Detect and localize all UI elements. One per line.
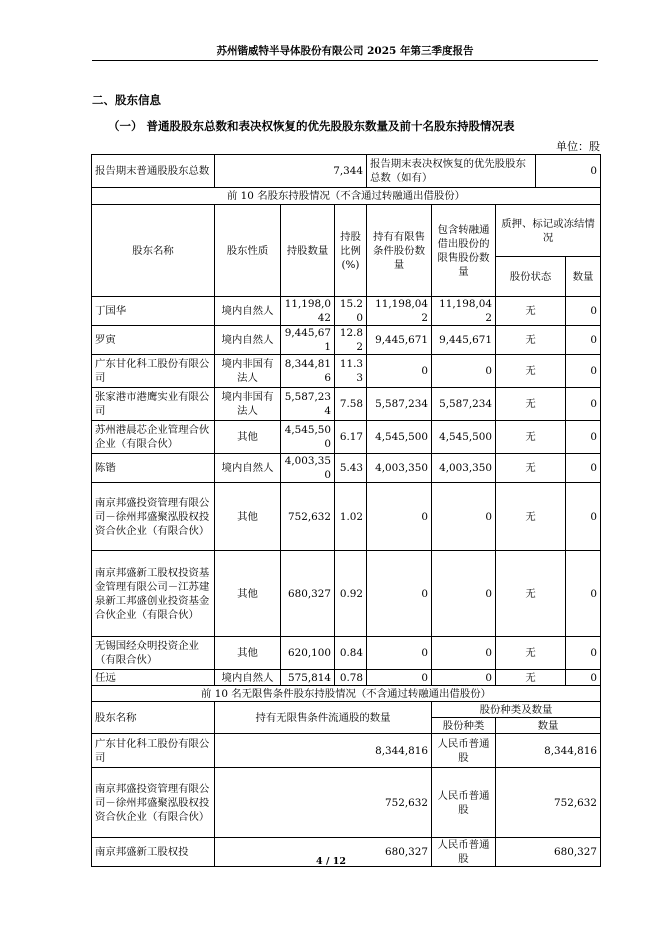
table-row [92,326,601,355]
pledge-qty: 0 [566,388,601,421]
shareholder-name: 南京邦盛投资管理有限公司－徐州邦盛聚泓股权投资合伙企业（有限合伙） [92,483,215,551]
share-ratio: 5.43 [335,454,367,483]
share-ratio: 0.78 [335,670,367,686]
share-count: 752,632 [281,483,335,551]
lent-restricted-shares: 4,545,500 [432,421,496,454]
common-shareholders-label: 报告期末普通股股东总数 [92,155,215,188]
pledge-status: 无 [496,355,566,388]
preferred-shareholders-label: 报告期末表决权恢复的优先股股东总数（如有） [367,155,536,188]
share-count: 5,587,234 [281,388,335,421]
shareholder-name: 丁国华 [92,297,215,326]
share-count: 680,327 [281,551,335,637]
lent-restricted-shares: 0 [432,551,496,637]
pledge-qty: 0 [566,454,601,483]
share-count: 4,003,350 [281,454,335,483]
shareholder-nature: 境内非国有法人 [215,355,281,388]
unrestricted-name: 南京邦盛投资管理有限公司－徐州邦盛聚泓股权投资合伙企业（有限合伙） [92,768,215,838]
share-ratio: 12.82 [335,326,367,355]
restricted-shares: 0 [367,637,432,670]
lent-restricted-shares: 9,445,671 [432,326,496,355]
pledge-status: 无 [496,326,566,355]
section-row [92,188,601,205]
pledge-qty: 0 [566,326,601,355]
lent-restricted-shares: 4,003,350 [432,454,496,483]
subsection-title: （一） 普通股股东总数和表决权恢复的优先股股东数量及前十名股东持股情况表 [108,119,515,133]
restricted-shares: 9,445,671 [367,326,432,355]
restricted-shares: 0 [367,483,432,551]
table-row [92,734,601,768]
shareholder-nature: 境内自然人 [215,670,281,686]
table-row [92,454,601,483]
shareholder-nature: 境内自然人 [215,454,281,483]
restricted-shares: 4,545,500 [367,421,432,454]
lent-restricted-shares: 0 [432,483,496,551]
pledge-status: 无 [496,483,566,551]
table-row [92,551,601,637]
table-row [92,297,601,326]
pledge-qty: 0 [566,670,601,686]
unrestricted-kind: 人民币普通股 [432,768,496,838]
table-row [92,355,601,388]
shareholder-name: 广东甘化科工股份有限公司 [92,355,215,388]
pledge-qty: 0 [566,355,601,388]
header-name: 股东名称 [92,205,215,297]
table-row [92,637,601,670]
restricted-shares: 0 [367,551,432,637]
shareholder-table [91,154,601,867]
shareholder-nature: 境内自然人 [215,326,281,355]
shareholder-name: 任远 [92,670,215,686]
unrestricted-num: 752,632 [496,768,601,838]
unrestricted-section-title: 前 10 名无限售条件股东持股情况（不含通过转融通出借股份） [92,686,601,702]
preferred-shareholders-value: 0 [536,155,601,188]
shareholder-name: 陈锴 [92,454,215,483]
unrestricted-qty: 8,344,816 [215,734,432,768]
share-count: 4,545,500 [281,421,335,454]
header-ratio: 持股比例(%) [335,205,367,297]
shareholder-nature: 其他 [215,551,281,637]
share-ratio: 7.58 [335,388,367,421]
lent-restricted-shares: 5,587,234 [432,388,496,421]
share-count: 9,445,671 [281,326,335,355]
pledge-status: 无 [496,670,566,686]
share-count: 11,198,042 [281,297,335,326]
unrestricted-name: 南京邦盛新工股权投 [92,838,215,867]
pledge-status: 无 [496,551,566,637]
lent-restricted-shares: 0 [432,637,496,670]
unrestricted-qty: 680,327 [215,838,432,867]
unrestricted-num: 680,327 [496,838,601,867]
table-row [92,768,601,838]
unrestricted-header-qty: 持有无限售条件流通股的数量 [215,702,432,734]
shareholder-name: 苏州港晨芯企业管理合伙企业（有限合伙） [92,421,215,454]
unit-label: 单位：股 [556,140,600,153]
restricted-shares: 0 [367,355,432,388]
table-row [92,421,601,454]
shareholder-nature: 其他 [215,637,281,670]
pledge-status: 无 [496,297,566,326]
unrestricted-header-name: 股东名称 [92,702,215,734]
shareholder-nature: 境内非国有法人 [215,388,281,421]
unrestricted-num: 8,344,816 [496,734,601,768]
shareholder-nature: 境内自然人 [215,297,281,326]
pledge-status: 无 [496,637,566,670]
unrestricted-header-kind: 股份种类 [432,718,496,734]
common-shareholders-value: 7,344 [215,155,367,188]
restricted-shares: 5,587,234 [367,388,432,421]
header-pledge: 质押、标记或冻结情况 [496,205,601,257]
pledge-status: 无 [496,421,566,454]
pledge-qty: 0 [566,297,601,326]
share-ratio: 0.92 [335,551,367,637]
unrestricted-header-kind-qty: 股份种类及数量 [432,702,601,718]
shareholder-name: 无锡国经众明投资企业（有限合伙） [92,637,215,670]
header-pledge-qty: 数量 [566,257,601,297]
table-row [92,388,601,421]
header-restricted: 持有有限售条件股份数量 [367,205,432,297]
share-count: 8,344,816 [281,355,335,388]
restricted-shares: 0 [367,670,432,686]
pledge-qty: 0 [566,483,601,551]
unrestricted-kind: 人民币普通股 [432,734,496,768]
section-title: 二、股东信息 [92,93,161,107]
restricted-shares: 4,003,350 [367,454,432,483]
share-ratio: 1.02 [335,483,367,551]
header-lent: 包含转融通借出股份的限售股份数量 [432,205,496,297]
header-pledge-status: 股份状态 [496,257,566,297]
pledge-status: 无 [496,454,566,483]
lent-restricted-shares: 11,198,042 [432,297,496,326]
header-nature: 股东性质 [215,205,281,297]
unrestricted-header-kind-num: 数量 [496,718,601,734]
summary-row [92,155,601,188]
restricted-shares: 11,198,042 [367,297,432,326]
pledge-qty: 0 [566,551,601,637]
share-ratio: 11.33 [335,355,367,388]
pledge-qty: 0 [566,421,601,454]
header-rule [92,60,598,61]
header-row [92,205,601,257]
header-shares: 持股数量 [281,205,335,297]
lent-restricted-shares: 0 [432,355,496,388]
share-count: 575,814 [281,670,335,686]
share-ratio: 6.17 [335,421,367,454]
unrestricted-qty: 752,632 [215,768,432,838]
page-number: 4 / 12 [316,856,346,867]
shareholder-nature: 其他 [215,483,281,551]
unrestricted-name: 广东甘化科工股份有限公司 [92,734,215,768]
shareholder-name: 罗寅 [92,326,215,355]
table-row [92,670,601,686]
table-row [92,483,601,551]
page-header: 苏州锴威特半导体股份有限公司 2025 年第三季度报告 [216,45,474,57]
top10-section-title: 前 10 名股东持股情况（不含通过转融通出借股份） [92,188,601,205]
share-count: 620,100 [281,637,335,670]
lent-restricted-shares: 0 [432,670,496,686]
shareholder-name: 南京邦盛新工股权投资基金管理有限公司－江苏建泉新工邦盛创业投资基金合伙企业（有限合伙） [92,551,215,637]
unrestricted-kind: 人民币普通股 [432,838,496,867]
shareholder-nature: 其他 [215,421,281,454]
pledge-status: 无 [496,388,566,421]
pledge-qty: 0 [566,637,601,670]
header-row [92,702,601,718]
section-row [92,686,601,702]
share-ratio: 15.20 [335,297,367,326]
share-ratio: 0.84 [335,637,367,670]
shareholder-name: 张家港市港鹰实业有限公司 [92,388,215,421]
